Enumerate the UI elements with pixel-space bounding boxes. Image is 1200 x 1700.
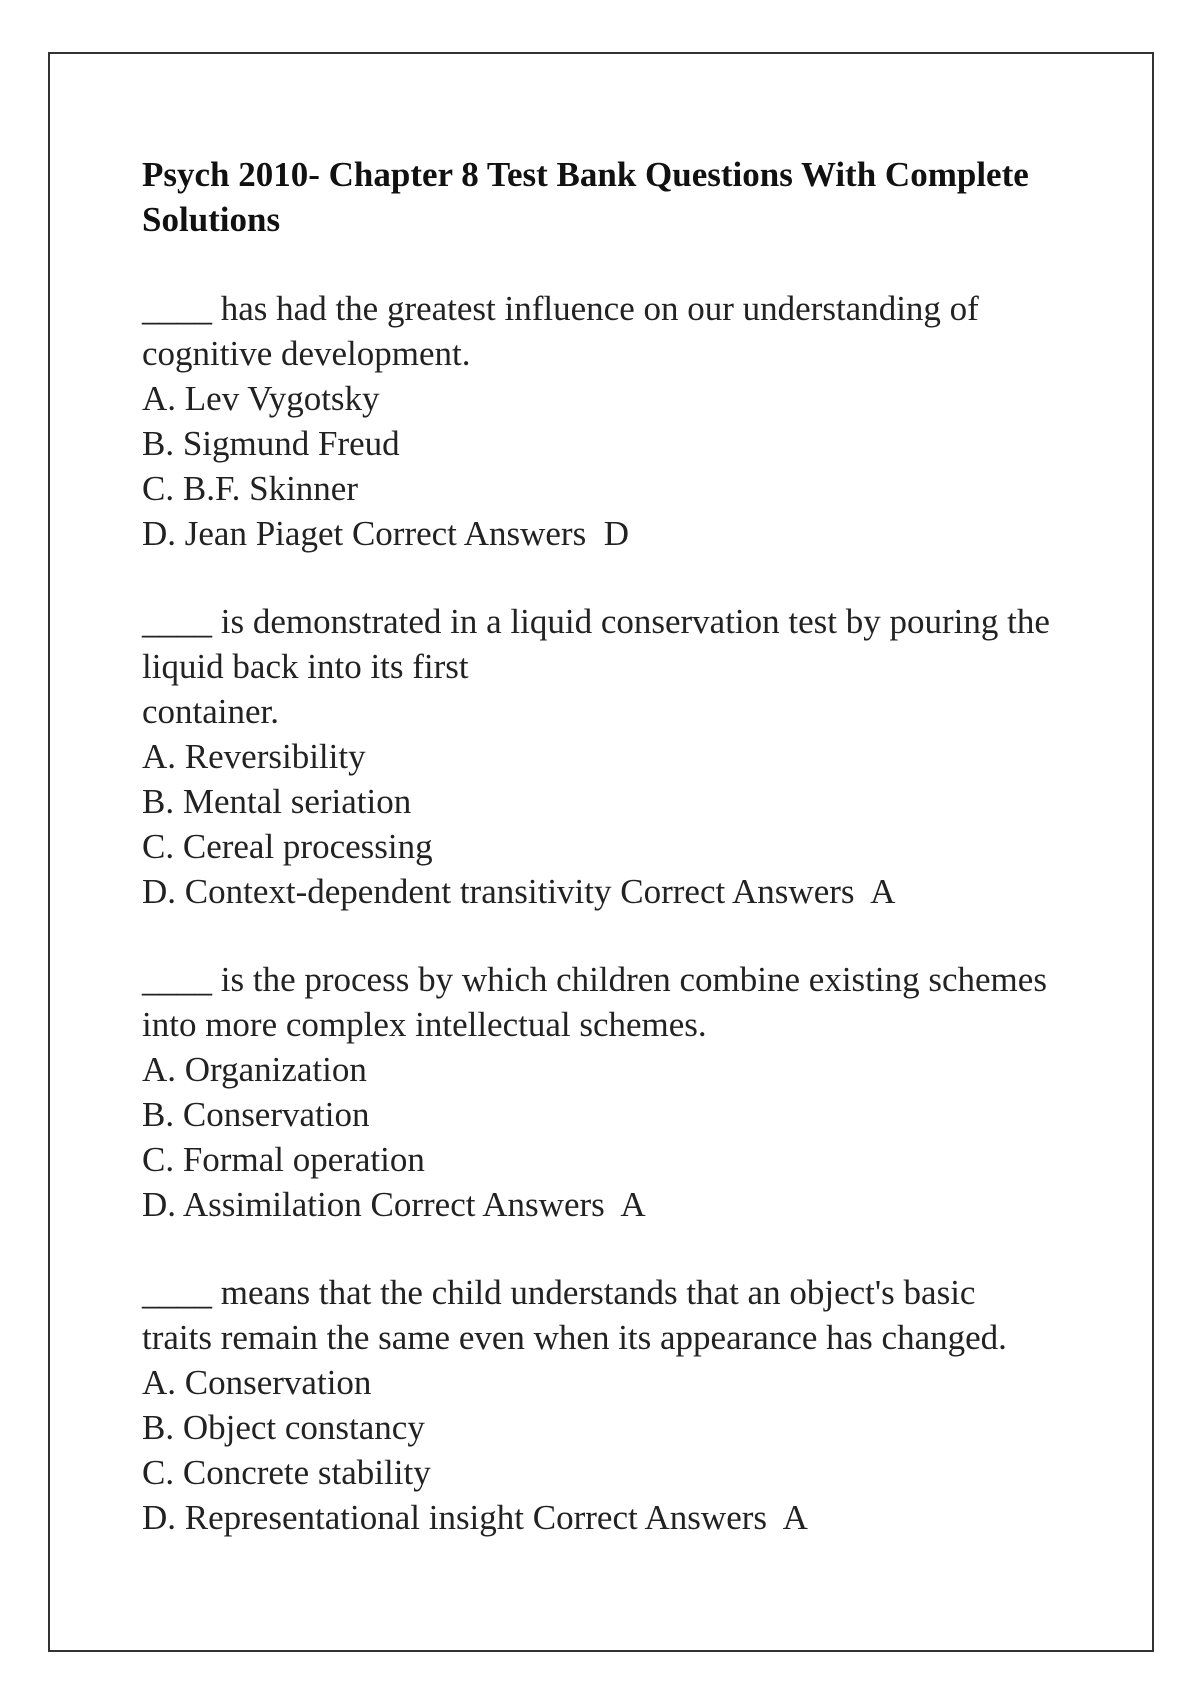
option-text: D. Assimilation (142, 1185, 362, 1224)
option-text: D. Jean Piaget (142, 514, 344, 553)
correct-answer-label: Correct Answers (351, 514, 587, 553)
answer-option: A. Conservation (142, 1363, 372, 1402)
correct-answer-value: D (603, 514, 629, 553)
document-title: Psych 2010- Chapter 8 Test Bank Questions With Complete Solutions (142, 155, 1029, 239)
answer-option: A. Lev Vygotsky (142, 379, 380, 418)
question-stem-line: traits remain the same even when its appearance has changed. (142, 1318, 1007, 1357)
answer-option: C. Formal operation (142, 1140, 425, 1179)
question-4 (142, 1270, 1082, 1540)
correct-answer-label: Correct Answers (532, 1498, 768, 1537)
correct-answer-label: Correct Answers (370, 1185, 605, 1224)
answer-option-last (142, 1182, 1082, 1227)
answer-option-last (142, 869, 1082, 914)
correct-answer-value: A (870, 872, 896, 911)
question-stem-line: cognitive development. (142, 334, 471, 373)
question-stem-line: ____ means that the child understands that an object's basic (142, 1273, 976, 1312)
answer-option: B. Object constancy (142, 1408, 425, 1447)
answer-option-last (142, 1495, 1082, 1540)
question-stem-line: into more complex intellectual schemes. (142, 1005, 707, 1044)
question-1 (142, 286, 1082, 556)
question-stem-line: ____ is the process by which children combine existing schemes (142, 960, 1047, 999)
question-stem-line: liquid back into its first (142, 647, 469, 686)
correct-answer-value: A (620, 1185, 646, 1224)
answer-option: B. Conservation (142, 1095, 370, 1134)
question-stem-line: ____ is demonstrated in a liquid conservation test by pouring the (142, 602, 1050, 641)
answer-option: A. Reversibility (142, 737, 366, 776)
question-stem-line: container. (142, 692, 280, 731)
question-3 (142, 957, 1082, 1227)
option-text: D. Representational insight (142, 1498, 525, 1537)
answer-option: B. Mental seriation (142, 782, 412, 821)
answer-option: B. Sigmund Freud (142, 424, 400, 463)
document-body (142, 152, 1082, 1583)
question-2 (142, 599, 1082, 914)
answer-option: C. Cereal processing (142, 827, 433, 866)
answer-option: C. Concrete stability (142, 1453, 431, 1492)
option-text: D. Context-dependent transitivity (142, 872, 612, 911)
answer-option: C. B.F. Skinner (142, 469, 358, 508)
answer-option-last (142, 511, 1082, 556)
question-stem-line: ____ has had the greatest influence on our understanding of (142, 289, 979, 328)
correct-answer-label: Correct Answers (620, 872, 855, 911)
answer-option: A. Organization (142, 1050, 367, 1089)
correct-answer-value: A (782, 1498, 808, 1537)
